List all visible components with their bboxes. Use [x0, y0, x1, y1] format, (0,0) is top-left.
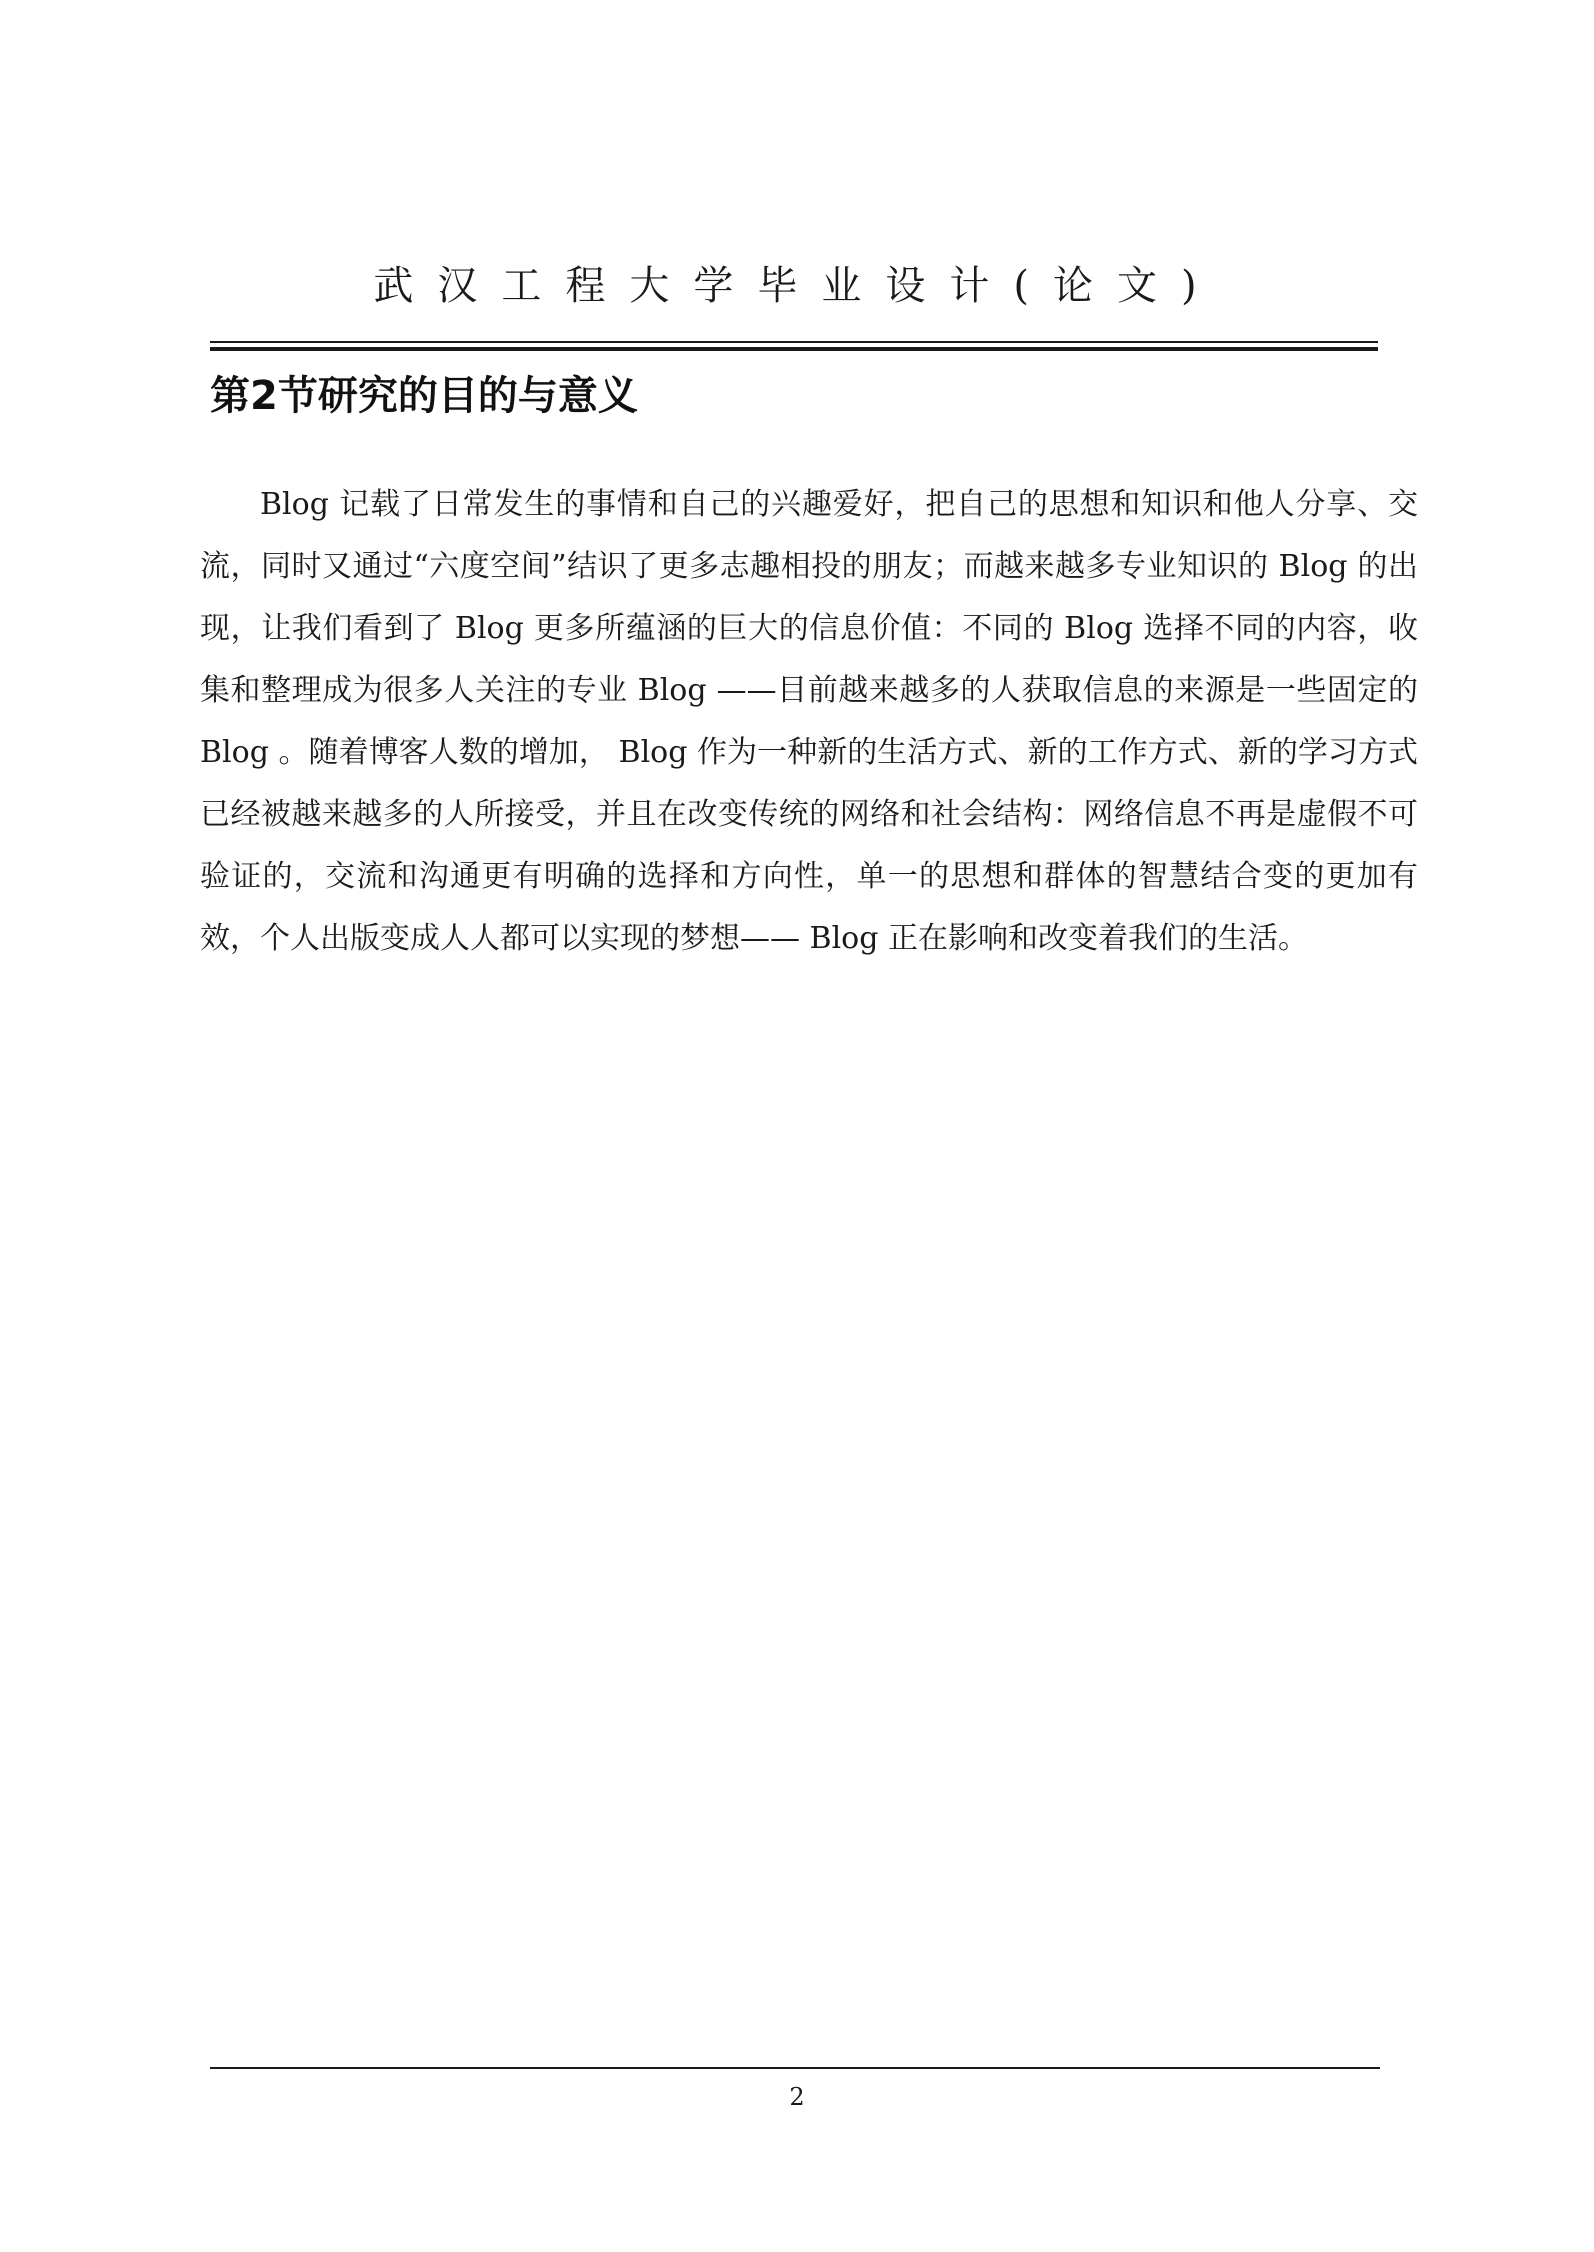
- page-header-title: 武汉工程大学毕业设计(论文): [373, 263, 1221, 309]
- body-paragraph: Blog 记载了日常发生的事情和自己的兴趣爱好，把自己的思想和知识和他人分享、交流，同时又通过“六度空间”结识了更多志趣相投的朋友；而越来越多专业知识的 Blog 的出现，让我们看到了 Blog 更多所蕴涵的巨大的信息价值：不同的 Blog 选择不同的内容，收集和整理成为很多人关注的专业 Blog ——目前越来越多的人获取信息的来源是一些固定的 Blog 。随着博客人数的增加， Blog 作为一种新的生活方式、新的工作方式、新的学习方式已经被越来越多的人所接受，并且在改变传统的网络和社会结构：网络信息不再是虚假不可验证的，交流和沟通更有明确的选择和方向性，单一的思想和群体的智慧结合变的更加有效，个人出版变成人人都可以实现的梦想—— Blog 正在影响和改变着我们的生活。: [200, 487, 1418, 956]
- section-heading: 第2节研究的目的与意义: [210, 373, 638, 419]
- header-divider-thick: [210, 347, 1378, 351]
- page-number: 2: [789, 2083, 805, 2111]
- header-divider-thin: [210, 341, 1378, 343]
- footer-divider: [210, 2067, 1380, 2069]
